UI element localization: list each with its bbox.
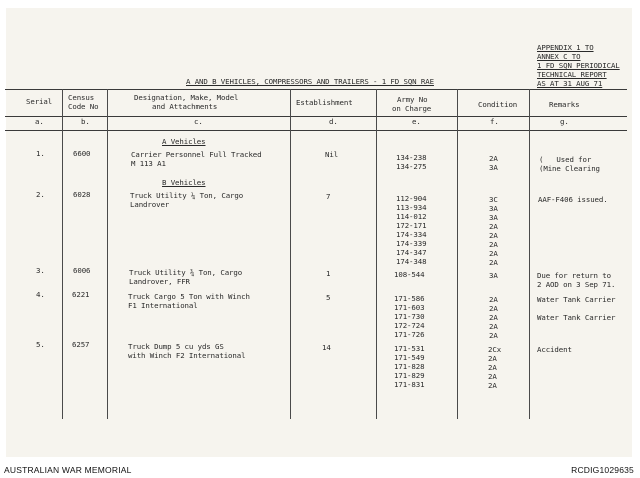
establishment-cell: 14 (322, 343, 331, 352)
condition: 2A (489, 249, 498, 258)
appendix-line-2: ANNEX C TO (537, 52, 581, 61)
column-divider (376, 89, 377, 419)
condition: 2A (488, 381, 497, 390)
header-army-no-line-2: on Charge (392, 104, 432, 113)
header-establishment: Establishment (296, 98, 353, 107)
army-no: 171-549 (394, 353, 425, 362)
census-cell: 6006 (73, 266, 91, 275)
header-rule (5, 116, 627, 117)
letter-rule (5, 130, 627, 131)
designation-line: Landrover, FFR (129, 277, 190, 286)
army-no: 172-724 (394, 321, 425, 330)
condition: 2A (489, 304, 498, 313)
condition: 2A (489, 222, 498, 231)
army-no: 174-339 (396, 239, 427, 248)
column-divider (529, 89, 530, 419)
census-cell: 6028 (73, 190, 91, 199)
header-army-no-line-1: Army No (397, 95, 428, 104)
header-census-line-2: Code No (68, 102, 99, 111)
establishment-cell: 7 (326, 192, 331, 201)
table-top-rule (5, 89, 627, 90)
column-divider (62, 89, 63, 419)
designation-line: with Winch F2 International (128, 351, 246, 360)
condition: 3A (489, 163, 498, 172)
appendix-line-5: AS AT 31 AUG 71 (537, 79, 603, 88)
condition: 2A (489, 313, 498, 322)
appendix-line-4: TECHNICAL REPORT (537, 70, 607, 79)
establishment-cell: 5 (326, 293, 331, 302)
header-condition: Condition (478, 100, 518, 109)
census-cell: 6221 (72, 290, 90, 299)
condition: 2A (489, 295, 498, 304)
condition: 2A (489, 240, 498, 249)
army-no: 113-934 (396, 203, 427, 212)
appendix-line-3: 1 FD SQN PERIODICAL (537, 61, 620, 70)
census-cell: 6600 (73, 149, 91, 158)
remark: AAF-F406 issued. (538, 195, 608, 204)
serial-cell: 5. (36, 340, 45, 349)
remark: ( Used for (539, 155, 592, 164)
column-divider (290, 89, 291, 419)
designation-line: Truck Utility ¾ Ton, Cargo (129, 268, 243, 277)
serial-cell: 3. (36, 266, 45, 275)
remark: 2 AOD on 3 Sep 71. (537, 280, 616, 289)
designation-line: Carrier Personnel Full Tracked (131, 150, 262, 159)
army-no: 172-171 (396, 221, 427, 230)
designation-line: Landrover (130, 200, 170, 209)
serial-cell: 1. (36, 149, 45, 158)
column-letter-d: d. (329, 117, 338, 126)
designation-line: Truck Dump 5 cu yds GS (128, 342, 224, 351)
column-letter-a: a. (35, 117, 44, 126)
army-no: 171-828 (394, 362, 425, 371)
census-cell: 6257 (72, 340, 90, 349)
designation-line: Truck Utility ¼ Ton, Cargo (130, 191, 244, 200)
column-letter-c: c. (194, 117, 203, 126)
footer-record-id: RCDIG1029635 (571, 465, 634, 475)
army-no: 174-347 (396, 248, 427, 257)
designation-line: M 113 A1 (131, 159, 166, 168)
army-no: 108-544 (394, 270, 425, 279)
header-remarks: Remarks (549, 100, 580, 109)
serial-cell: 2. (36, 190, 45, 199)
header-designation-line-2: and Attachments (152, 102, 218, 111)
condition: 2A (488, 363, 497, 372)
serial-cell: 4. (36, 290, 45, 299)
condition: 2A (489, 154, 498, 163)
condition: 2A (489, 258, 498, 267)
establishment-cell: 1 (326, 269, 331, 278)
header-designation-line-1: Designation, Make, Model (134, 93, 239, 102)
army-no: 171-831 (394, 380, 425, 389)
column-letter-g: g. (560, 117, 569, 126)
column-letter-e: e. (412, 117, 421, 126)
army-no: 171-603 (394, 303, 425, 312)
remark: Water Tank Carrier (537, 295, 616, 304)
condition: 2A (489, 322, 498, 331)
condition: 2Cx (488, 345, 502, 354)
army-no: 134-238 (396, 153, 427, 162)
section-heading-a-vehicles: A Vehicles (162, 137, 206, 146)
appendix-line-1: APPENDIX 1 TO (537, 43, 594, 52)
column-letter-f: f. (490, 117, 499, 126)
footer-archive-name: AUSTRALIAN WAR MEMORIAL (4, 465, 132, 475)
army-no: 171-730 (394, 312, 425, 321)
column-divider (457, 89, 458, 419)
condition: 3C (489, 195, 498, 204)
army-no: 174-334 (396, 230, 427, 239)
remark: Due for return to (537, 271, 611, 280)
section-heading-b-vehicles: B Vehicles (162, 178, 206, 187)
column-letter-b: b. (81, 117, 90, 126)
header-census-line-1: Census (68, 93, 95, 102)
header-serial: Serial (26, 97, 53, 106)
designation-line: F1 International (128, 301, 198, 310)
condition: 2A (488, 372, 497, 381)
condition: 2A (489, 331, 498, 340)
army-no: 171-726 (394, 330, 425, 339)
page-title: A AND B VEHICLES, COMPRESSORS AND TRAILERS - 1 FD SQN RAE (186, 77, 434, 86)
army-no: 134-275 (396, 162, 427, 171)
condition: 3A (489, 204, 498, 213)
army-no: 112-904 (396, 194, 427, 203)
establishment-cell: Nil (325, 150, 339, 159)
condition: 2A (488, 354, 497, 363)
condition: 2A (489, 231, 498, 240)
column-divider (107, 89, 108, 419)
designation-line: Truck Cargo 5 Ton with Winch (128, 292, 250, 301)
remark: (Mine Clearing (539, 164, 600, 173)
army-no: 171-829 (394, 371, 425, 380)
army-no: 171-531 (394, 344, 425, 353)
army-no: 114-012 (396, 212, 427, 221)
condition: 3A (489, 213, 498, 222)
remark: Accident (537, 345, 572, 354)
army-no: 171-586 (394, 294, 425, 303)
condition: 3A (489, 271, 498, 280)
army-no: 174-348 (396, 257, 427, 266)
remark: Water Tank Carrier (537, 313, 616, 322)
